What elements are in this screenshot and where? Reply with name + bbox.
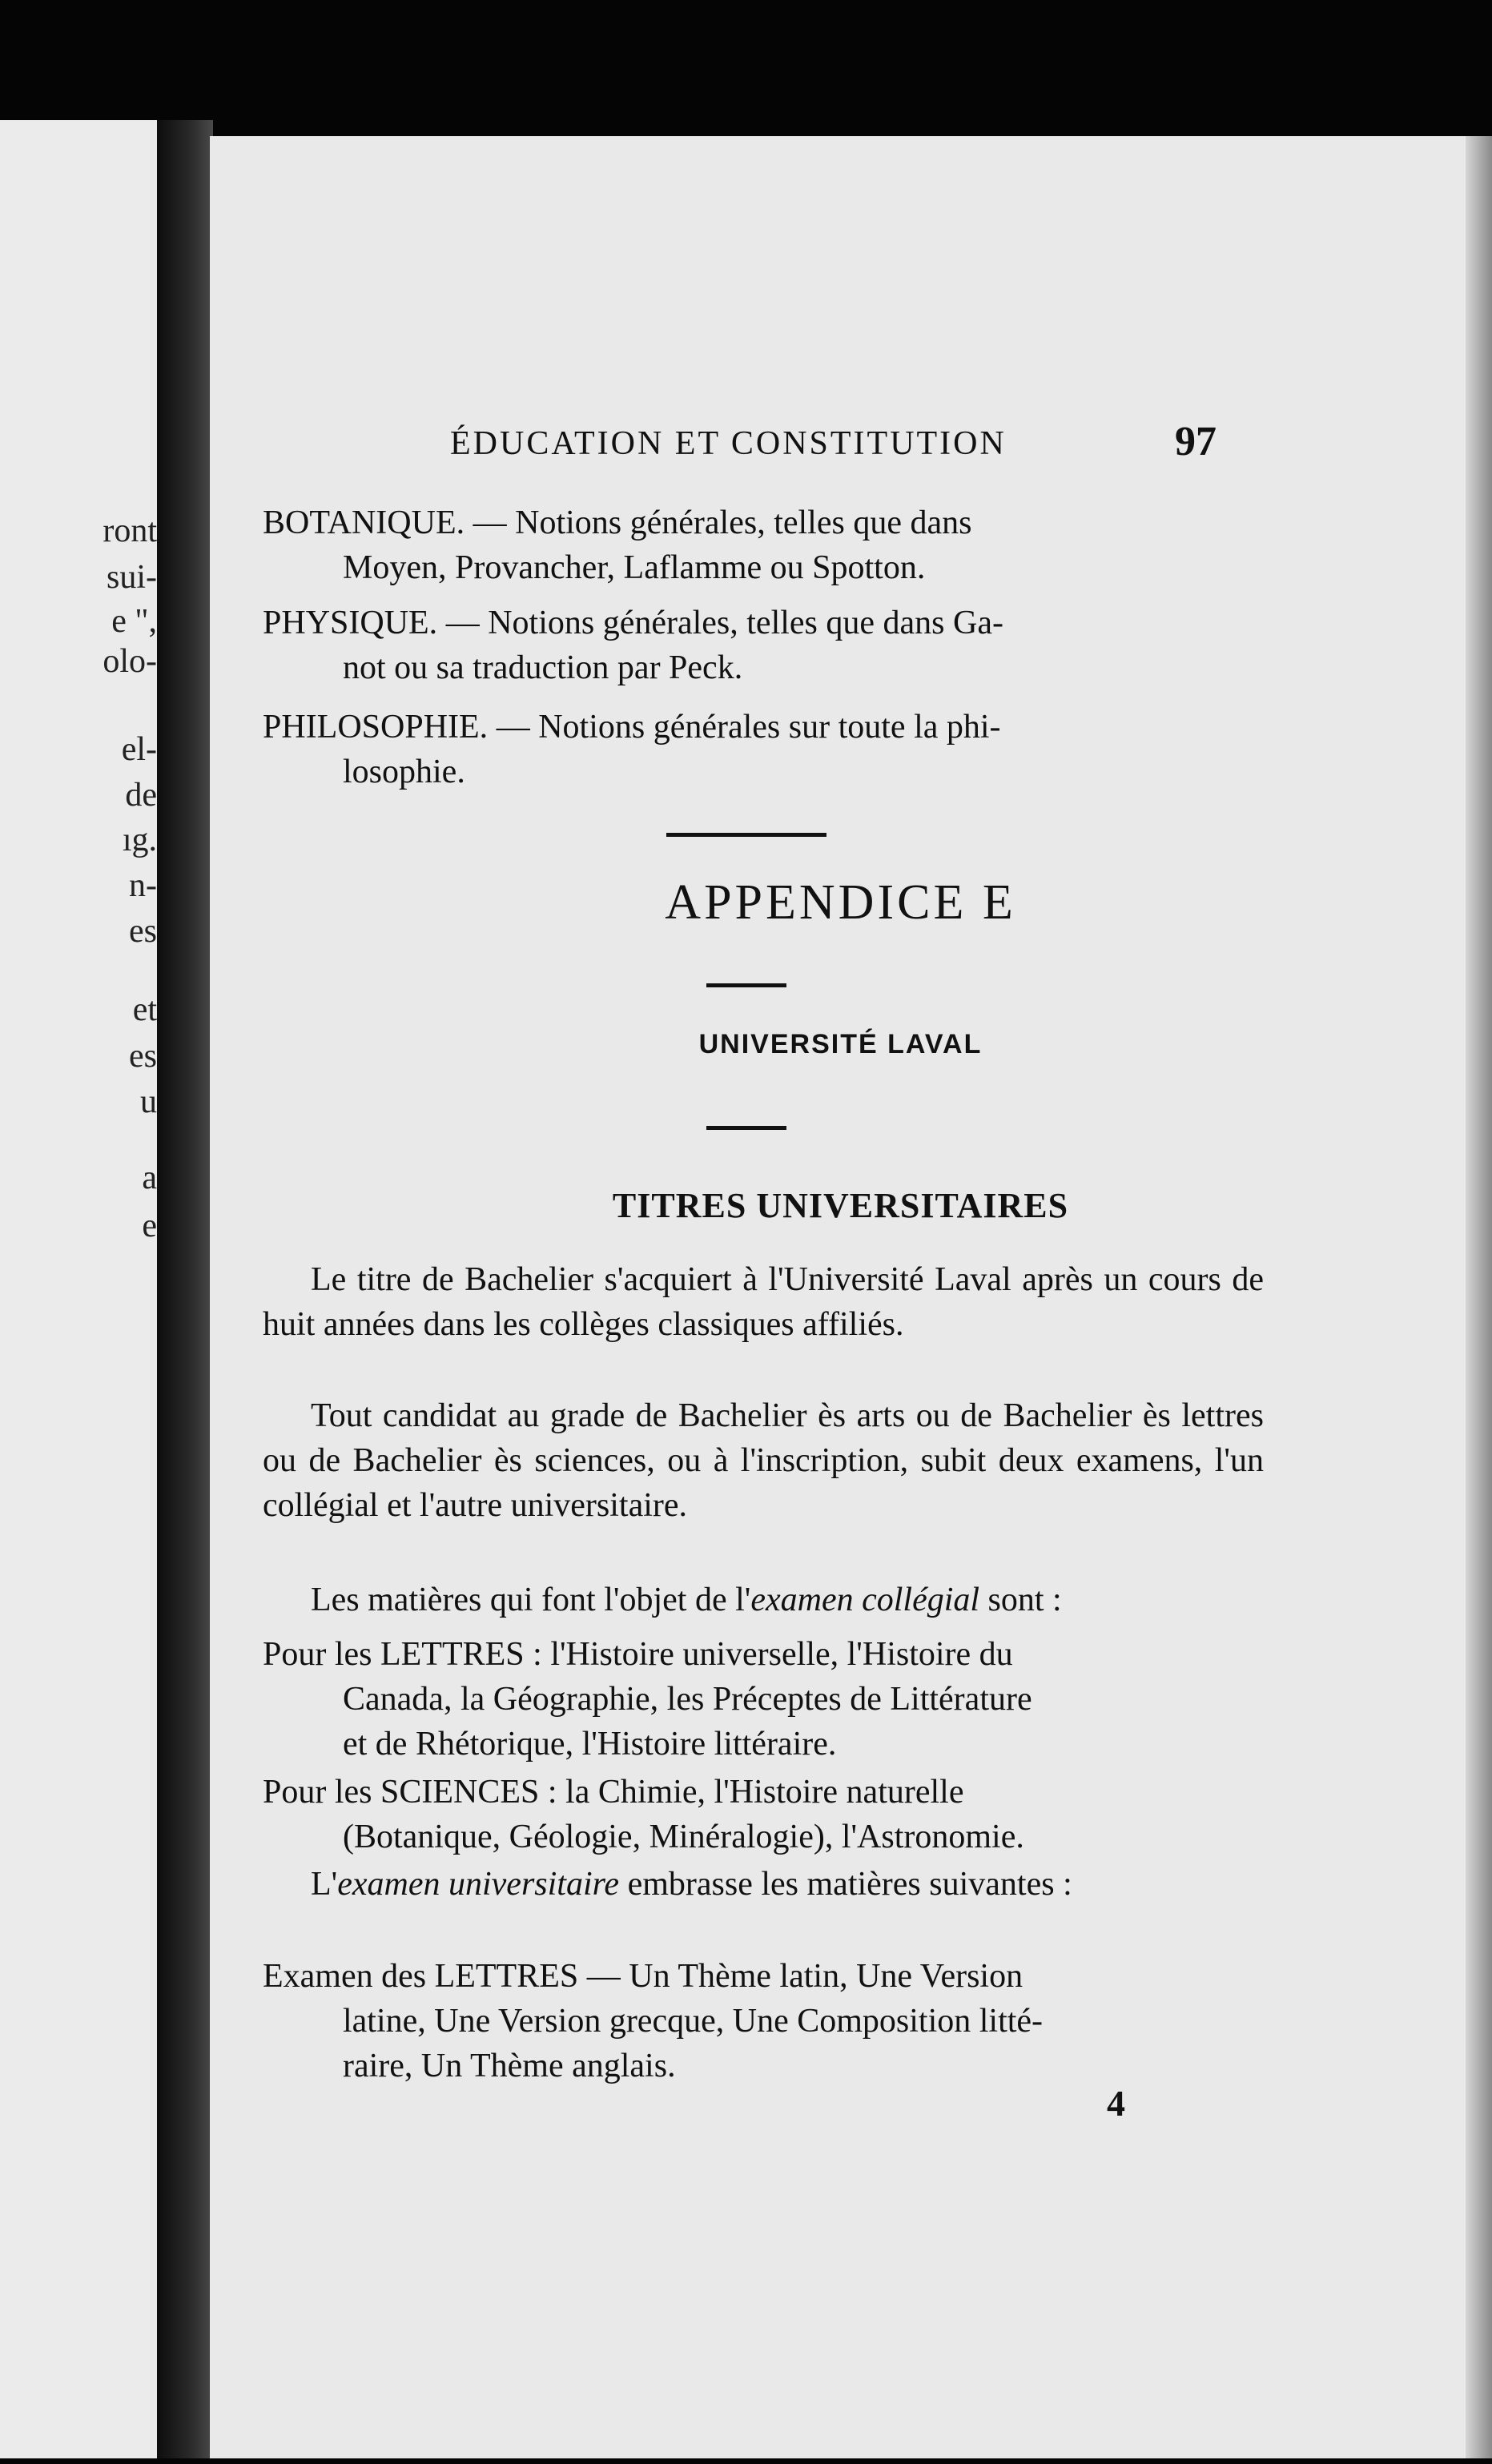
botanique-text-line1: — Notions générales, telles que dans	[464, 504, 972, 541]
lettres-entry	[263, 1632, 1264, 1767]
left-page-fragment: a	[142, 1160, 157, 1196]
examen-lettres-line1: Examen des LETTRES — Un Thème latin, Une Version	[263, 1958, 1023, 1995]
left-page-fragment: de	[125, 777, 157, 814]
botanique-entry	[263, 500, 1264, 590]
sciences-line1: Pour les SCIENCES : la Chimie, l'Histoire naturelle	[263, 1774, 964, 1811]
botanique-text-line2: Moyen, Provancher, Laflamme ou Spotton.	[343, 549, 926, 586]
left-page-fragment: e ",	[111, 603, 157, 640]
paragraph-bachelier: Le titre de Bachelier s'acquiert à l'Université Laval après un cours de huit années dans les collèges classiques affiliés.	[263, 1261, 1264, 1343]
running-head: ÉDUCATION ET CONSTITUTION	[450, 425, 1007, 462]
university-heading: UNIVERSITÉ LAVAL	[698, 1029, 983, 1059]
physique-text-line2: not ou sa traduction par Peck.	[343, 649, 743, 686]
section-title: TITRES UNIVERSITAIRES	[612, 1186, 1069, 1225]
philosophie-label: PHILOSOPHIE.	[263, 709, 489, 746]
philosophie-entry	[263, 705, 1264, 794]
lettres-line1: Pour les LETTRES : l'Histoire universelle, l'Histoire du	[263, 1636, 1013, 1673]
universitaire-italic: examen universitaire	[337, 1866, 620, 1903]
left-page-fragment: es	[129, 913, 157, 950]
universitaire-text-start: L'	[311, 1866, 338, 1903]
paragraph-matieres	[263, 1578, 1264, 1622]
physique-text-line1: — Notions générales, telles que dans Ga-	[437, 605, 1003, 641]
matieres-italic: examen collégial	[750, 1582, 980, 1618]
examen-lettres-entry	[263, 1954, 1264, 2088]
physique-label: PHYSIQUE.	[263, 605, 438, 641]
appendix-title: APPENDICE E	[665, 875, 1016, 930]
sciences-entry	[263, 1770, 1264, 1859]
paragraph-universitaire	[263, 1862, 1264, 1907]
matieres-text-end: sont :	[979, 1582, 1062, 1618]
examen-lettres-line2: latine, Une Version grecque, Une Composition litté-	[343, 2003, 1044, 2040]
left-page-fragment: sui-	[107, 559, 157, 596]
left-page-fragment: e	[142, 1208, 157, 1244]
sciences-line2: (Botanique, Géologie, Minéralogie), l'Astronomie.	[343, 1819, 1024, 1855]
short-rule	[706, 983, 786, 987]
folio-signature: 4	[1107, 2083, 1125, 2124]
left-page-fragment: el-	[121, 731, 157, 768]
left-page-fragment: et	[132, 991, 157, 1028]
left-page-fragment: es	[129, 1038, 157, 1075]
left-page-fragment: ront	[103, 512, 157, 549]
lettres-line2: Canada, la Géographie, les Préceptes de Littérature	[343, 1681, 1032, 1718]
philosophie-text-line2: losophie.	[343, 754, 465, 790]
page-number: 97	[1175, 419, 1217, 464]
book-page	[210, 136, 1471, 2458]
section-rule	[666, 833, 826, 837]
left-facing-page	[0, 120, 157, 2458]
botanique-label: BOTANIQUE.	[263, 504, 465, 541]
left-page-fragment: olo-	[103, 643, 157, 680]
left-page-fragment: n-	[129, 867, 157, 904]
philosophie-text-line1: — Notions générales sur toute la phi-	[488, 709, 1001, 746]
left-page-fragment: ıg.	[122, 822, 157, 858]
paragraph-candidat: Tout candidat au grade de Bachelier ès arts ou de Bachelier ès lettres ou de Bachelier ès sciences, ou à l'inscription, subit deux examens, l'un collégial et l'autre universitaire.	[263, 1397, 1264, 1524]
page-edge-shadow	[1466, 136, 1492, 2458]
examen-lettres-line3: raire, Un Thème anglais.	[343, 2048, 676, 2084]
lettres-line3: et de Rhétorique, l'Histoire littéraire.	[343, 1726, 837, 1763]
physique-entry	[263, 601, 1264, 690]
matieres-text-start: Les matières qui font l'objet de l'	[311, 1582, 751, 1618]
universitaire-text-end: embrasse les matières suivantes :	[619, 1866, 1072, 1903]
left-page-fragment: u	[140, 1083, 157, 1120]
book-gutter-shadow	[157, 120, 213, 2458]
short-rule	[706, 1126, 786, 1130]
